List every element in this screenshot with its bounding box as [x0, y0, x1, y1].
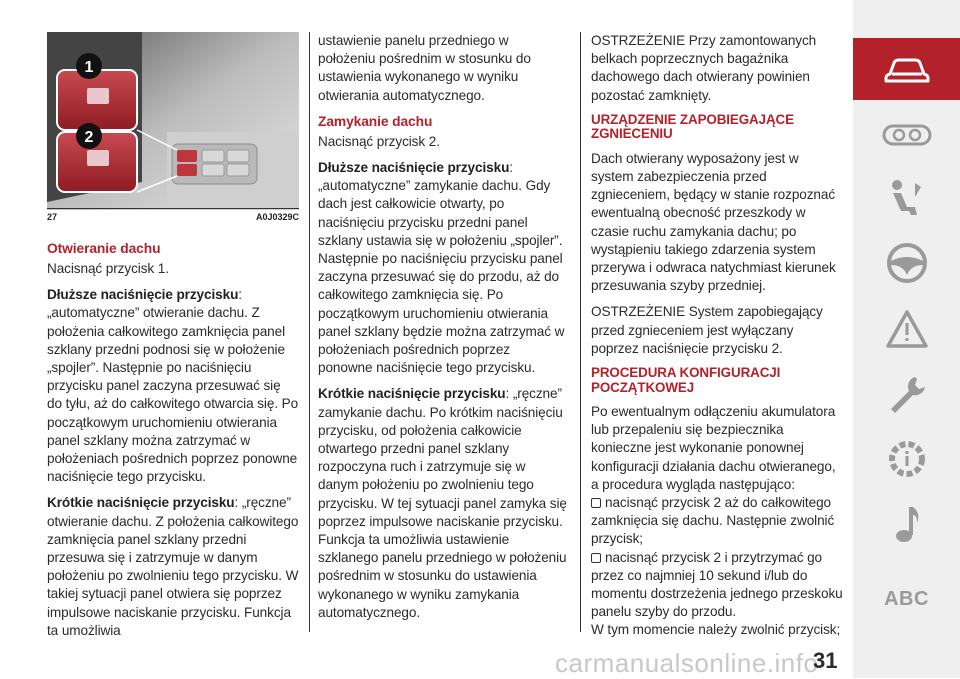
seat-safety-icon[interactable]: [853, 168, 960, 230]
gear-info-icon[interactable]: [853, 428, 960, 490]
heading-opening-roof: Otwieranie dachu: [47, 241, 161, 256]
music-note-icon[interactable]: [853, 494, 960, 556]
warning-crossbars: OSTRZEŻENIE Przy zamontowanych belkach poprzecznych bagażnika dachowego dach otwierany powinien pozostać zamknięty.: [591, 33, 817, 103]
abc-index-tab[interactable]: [853, 568, 960, 630]
col2-paragraph-short-press: [318, 385, 568, 622]
col1-p1-bold: Dłuższe naciśnięcie przycisku: [47, 287, 239, 303]
sunroof-buttons-illustration: [47, 32, 299, 210]
warning-anti-pinch-disabled: OSTRZEŻENIE System zapobiegający przed zgnieceniem jest wyłączany poprzez naciśnięcie przycisku 2.: [591, 304, 823, 356]
figure-number: 27: [47, 212, 58, 222]
col1-p2-bold: Krótkie naciśnięcie przycisku: [47, 495, 235, 511]
col2-paragraph-long-press: [318, 159, 568, 377]
step-1: [591, 494, 843, 549]
col2-intro: Nacisnąć przycisk 2.: [318, 133, 440, 149]
col2-p2-bold: Krótkie naciśnięcie przycisku: [318, 386, 506, 402]
column-divider-2: [580, 32, 581, 632]
col2-p1-text: : „automatyczne” zamykanie dachu. Gdy dach jest całkowicie otwarty, po naciśnięciu przycisku przedni panel szklany ustawia się w położeniu „spojler”. Następnie po naciśnięciu przycisku panel zaczyna przesuwać się do przodu, aż do całkowitego zamknięcia się. Po początkowym uruchomieniu otwierania panel szklany będzie można zatrzymać w położeniach pośrednich poprzez ponowne naciśnięcie tego przycisku.: [318, 160, 565, 376]
col1-p2-text: : „ręczne” otwieranie dachu. Z położenia całkowitego zamknięcia panel szklany przedni przesuwa się i zatrzymuje w danym położeniu po zwolnieniu tego przycisku. W takiej sytuacji panel otwiera się poprzez impulsowe naciskanie przycisku. Funkcja ta umożliwia: [47, 495, 299, 638]
heading-initial-config: PROCEDURA KONFIGURACJI POCZĄTKOWEJ: [591, 365, 781, 395]
sunroof-buttons-figure: [47, 32, 299, 210]
column-1: [47, 240, 299, 648]
bullet-square-icon: [591, 498, 601, 508]
col2-continuation: ustawienie panelu przedniego w położeniu pośrednim w stosunku do ustawienia wykonanego w wyniku otwierania automatycznego.: [318, 33, 531, 103]
figure-caption-rule: [47, 208, 299, 209]
step-2-text: nacisnąć przycisk 2 i przytrzymać go przez co najmniej 10 sekund i/lub do momentu dostrzeżenia jednego przeskoku panelu szyby do przodu.: [591, 549, 843, 620]
wrench-icon[interactable]: [853, 364, 960, 426]
dashboard-gauges-icon[interactable]: [853, 104, 960, 166]
col1-paragraph-long-press: [47, 286, 299, 486]
bullet-square-icon: [591, 553, 601, 563]
page-number: 31: [813, 648, 838, 673]
steering-wheel-icon[interactable]: [853, 232, 960, 294]
chapter-sidebar: [853, 0, 960, 678]
final-paragraph: W tym momencie należy zwolnić przycisk;: [591, 622, 841, 638]
abc-label: ABC: [884, 587, 929, 610]
svg-text:1: 1: [84, 59, 94, 76]
col1-paragraph-short-press: [47, 494, 299, 640]
col1-p1-text: : „automatyczne” otwieranie dachu. Z położenia całkowitego zamknięcia panel szklany przedni podnosi się w położenie „spojler”. Następnie po naciśnięciu przycisku panel zaczyna przesuwać się do tyłu, aż do całkowitego otwarcia się. Po początkowym uruchomieniu otwierania panel szklany można zatrzymać w położeniach pośrednich poprzez ponowne naciśnięcie tego przycisku.: [47, 287, 299, 485]
col1-intro: Nacisnąć przycisk 1.: [47, 261, 169, 276]
step-1-text: nacisnąć przycisk 2 aż do całkowitego zamknięcia się dachu. Następnie zwolnić przycisk;: [591, 495, 835, 547]
heading-anti-pinch: URZĄDZENIE ZAPOBIEGAJĄCE ZGNIECENIU: [591, 111, 794, 142]
column-divider-1: [309, 32, 310, 632]
column-2: [318, 32, 568, 630]
warning-triangle-icon[interactable]: [853, 298, 960, 360]
car-icon[interactable]: [853, 38, 960, 100]
initial-config-paragraph: Po ewentualnym odłączeniu akumulatora lub przepaleniu się bezpiecznika konieczne jest wykonanie ponownej konfiguracji działania dachu otwieranego, a procedura wygląda następująco:: [591, 404, 836, 492]
col2-p2-text: : „ręczne” zamykanie dachu. Po krótkim naciśnięciu przycisku, od położenia całkowicie otwartego przedni panel szklany rozpoczyna ruch i zatrzymuje się w danym położeniu po zwolnieniu tego przycisku. W tej sytuacji panel zamyka się poprzez impulsowe naciskanie przycisku. Funkcja ta umożliwia ustawienie szklanego panelu przedniego w położeniu pośrednim w stosunku do ustawienia wykonanego w wyniku zamykania automatycznego.: [318, 386, 567, 620]
step-2: [591, 549, 843, 622]
column-3: [591, 32, 843, 640]
figure-code: A0J0329C: [255, 212, 299, 222]
svg-text:2: 2: [84, 129, 94, 146]
anti-pinch-paragraph: Dach otwierany wyposażony jest w system zabezpieczenia przed zgnieceniem, będący w stanie rozpoznać ewentualną obecność przeszkody w czasie ruchu zamykania dachu; po wystąpieniu takiego zdarzenia system przerywa i odwraca natychmiast kierunek przesuwania szyby przedniej.: [591, 150, 836, 294]
col2-p1-bold: Dłuższe naciśnięcie przycisku: [318, 160, 510, 176]
heading-closing-roof: Zamykanie dachu: [318, 113, 433, 129]
watermark: carmanualsonline.info: [555, 648, 819, 678]
